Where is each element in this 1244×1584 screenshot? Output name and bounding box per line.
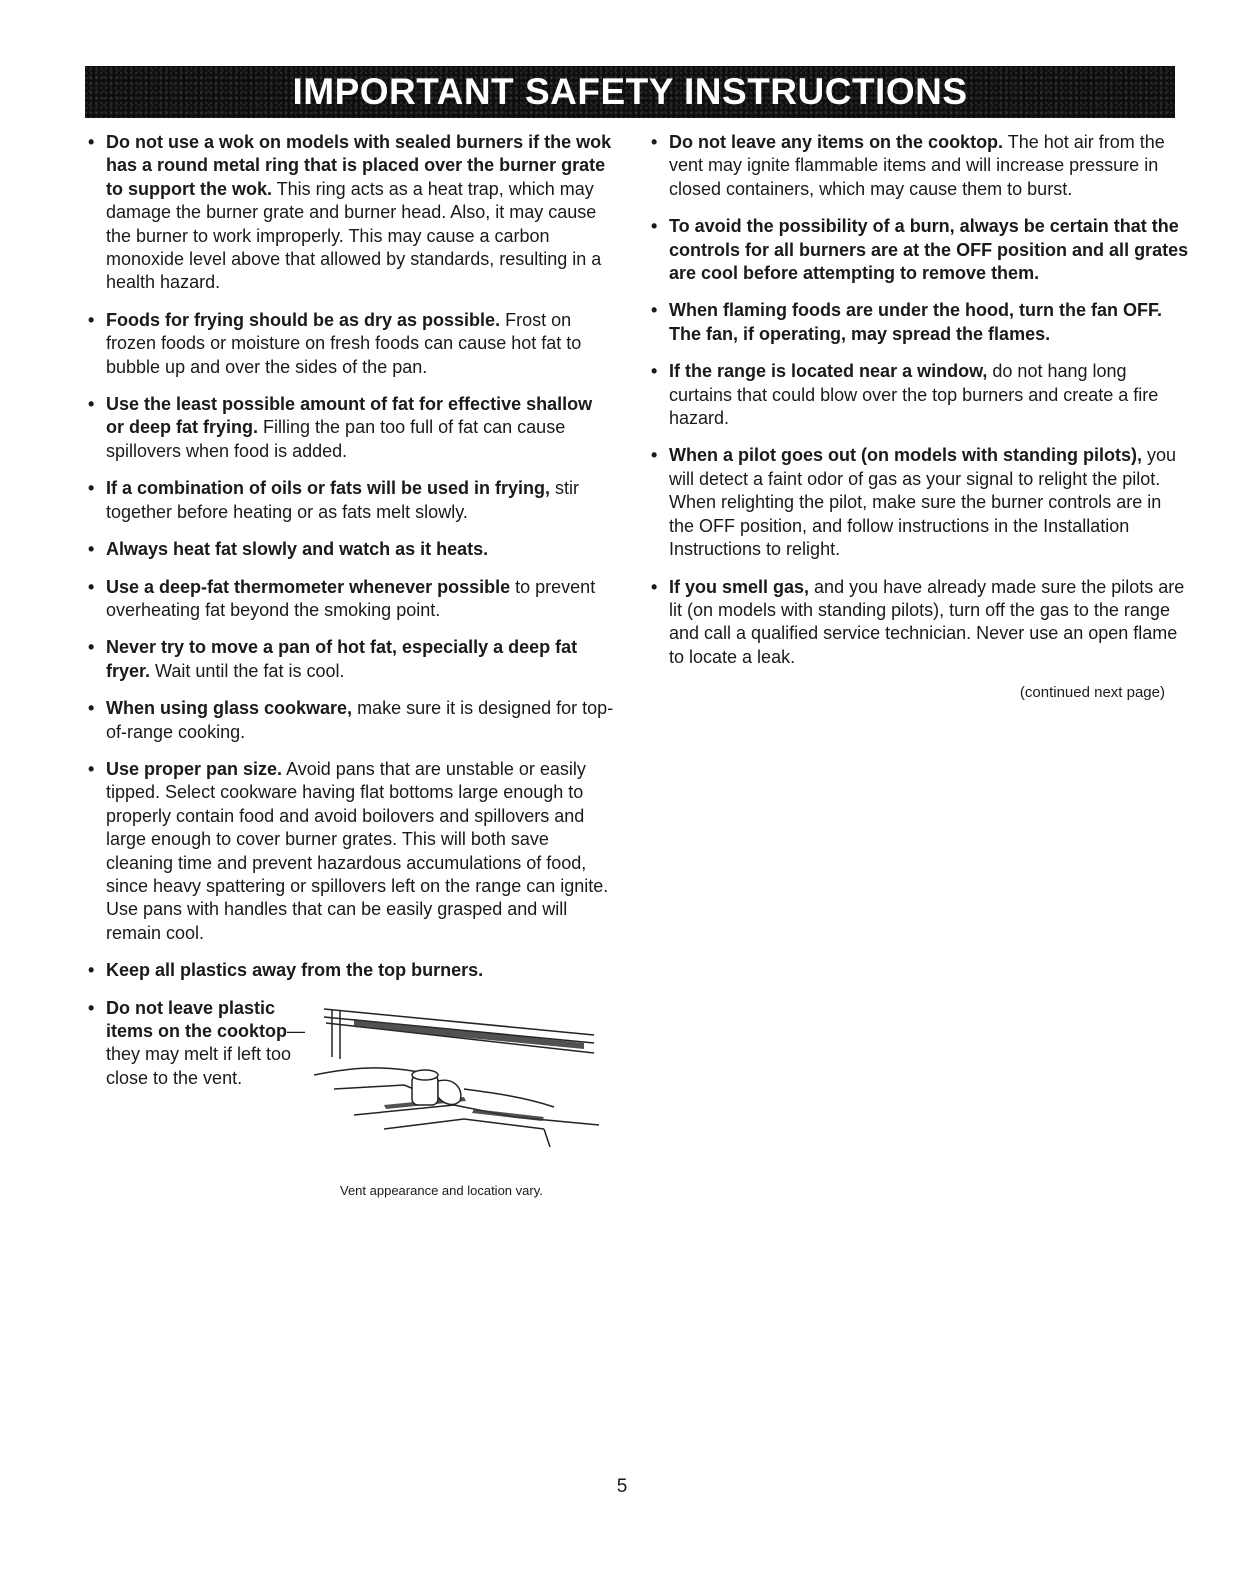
banner-title: IMPORTANT SAFETY INSTRUCTIONS <box>292 71 968 112</box>
continued-note: (continued next page) <box>1019 684 1165 702</box>
bullet-icon: • <box>88 997 95 1018</box>
bullet-icon: • <box>88 539 95 560</box>
list-item: • Do not leave plastic items on the cooktop—they may melt if left too close to the vent. <box>88 997 306 1088</box>
section-banner <box>85 66 1175 118</box>
plastic-warning-row <box>88 997 614 1147</box>
bullet-icon: • <box>88 394 95 415</box>
figure-caption: Vent appearance and location vary. <box>340 1183 543 1198</box>
list-item: • If the range is located near a window, do not hang long curtains that could blow over the top burners and create a fire hazard. <box>651 361 1159 429</box>
bullet-icon: • <box>651 216 658 237</box>
bullet-icon: • <box>651 576 658 597</box>
page-number: 5 <box>616 1476 628 1497</box>
bullet-icon: • <box>651 361 658 382</box>
cooktop-vent-illustration <box>314 997 604 1147</box>
list-item: • Do not leave any items on the cooktop. The hot air from the vent may ignite flammable items and will increase pressure in closed containers, which may cause them to burst. <box>651 132 1165 199</box>
left-column <box>88 131 614 1147</box>
list-item: • If you smell gas, and you have already made sure the pilots are lit (on models with standing pilots), turn off the gas to the range and call a qualified service technician. Never use an open flame to locate a leak. <box>651 576 1185 667</box>
list-item: • Use proper pan size. Avoid pans that are unstable or easily tipped. Select cookware having flat bottoms large enough to properly contain food and avoid boilovers and spillovers and large enough to cover burner grates. This will both save cleaning time and prevent hazardous accumulations of food, since heavy spattering or spillovers left on the range can ignite. Use pans with handles that can be easily grasped and will remain cool. <box>88 758 609 943</box>
bullet-icon: • <box>88 478 95 499</box>
bullet-icon: • <box>88 637 95 658</box>
bullet-icon: • <box>88 960 95 981</box>
bullet-icon: • <box>88 758 95 779</box>
bullet-icon: • <box>88 309 95 330</box>
list-item: • When using glass cookware, make sure it is designed for top-of-range cooking. <box>88 698 614 742</box>
bullet-icon: • <box>88 576 95 597</box>
bullet-icon: • <box>651 445 658 466</box>
list-item: • Use a deep-fat thermometer whenever possible to prevent overheating fat beyond the smoking point. <box>88 576 596 620</box>
list-item: • When flaming foods are under the hood, turn the fan OFF. The fan, if operating, may spread the flames. <box>651 300 1162 344</box>
list-item: • To avoid the possibility of a burn, always be certain that the controls for all burners are at the OFF position and all grates are cool before attempting to remove them. <box>651 216 1189 284</box>
list-item: • Never try to move a pan of hot fat, especially a deep fat fryer. Wait until the fat is cool. <box>88 637 578 681</box>
list-item: • Use the least possible amount of fat for effective shallow or deep fat frying. Filling the pan too full of fat can cause spillovers when food is added. <box>88 394 593 461</box>
bullet-icon: • <box>651 300 658 321</box>
list-item: • Foods for frying should be as dry as possible. Frost on frozen foods or moisture on fresh foods can cause hot fat to bubble up and over the sides of the pan. <box>88 309 582 377</box>
list-item: • Keep all plastics away from the top burners. <box>88 959 614 982</box>
bullet-icon: • <box>88 132 95 152</box>
bullet-icon: • <box>88 698 95 719</box>
bullet-icon: • <box>651 132 658 152</box>
list-item: • Always heat fat slowly and watch as it heats. <box>88 538 614 561</box>
list-item: • Do not use a wok on models with sealed burners if the wok has a round metal ring that is placed over the burner grate to support the wok. This ring acts as a heat trap, which may damage the burner grate and burner head. Also, it may cause the burner to work improperly. This may cause a carbon monoxide level above that allowed by standards, resulting in a health hazard. <box>88 132 612 293</box>
list-item: • If a combination of oils or fats will be used in frying, stir together before heating or as fats melt slowly. <box>88 478 580 522</box>
list-item: • When a pilot goes out (on models with standing pilots), you will detect a faint odor of gas as your signal to relight the pilot. When relighting the pilot, make sure the burner controls are in the OFF position, and follow instructions in the Installation Instructions to relight. <box>651 445 1177 560</box>
right-column <box>651 131 1191 703</box>
